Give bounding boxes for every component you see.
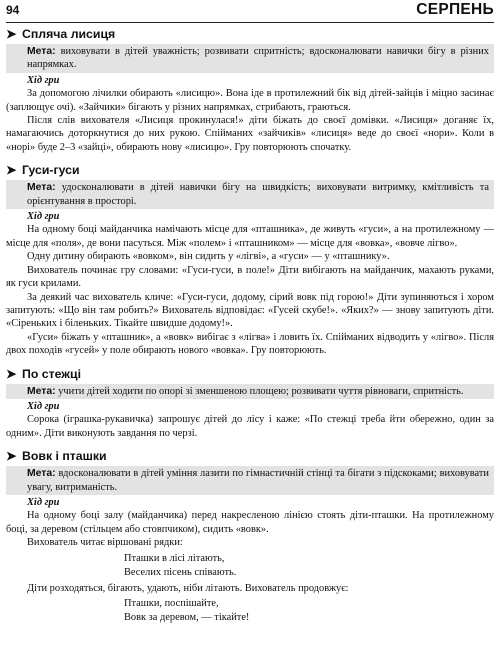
goal-box xyxy=(6,44,494,73)
verse-line: Веселих пісень співають. xyxy=(124,566,237,578)
paragraph: Вихователь читає віршовані рядки: xyxy=(27,537,183,549)
goal-text: учити дітей ходити по опорі зі зменшеною площею; розвивати чуття рівноваги, спритність. xyxy=(58,385,464,397)
game-section xyxy=(6,163,494,357)
game-title xyxy=(6,27,494,42)
goal-text: вдосконалювати в дітей уміння лазити по гімнастичній стінці та бігати з підскоками; виховувати увагу, витриманість. xyxy=(27,468,489,493)
game-title xyxy=(6,367,494,382)
goal-label: Мета: xyxy=(27,385,56,397)
game-section xyxy=(6,27,494,154)
arrow-icon: ➤ xyxy=(6,366,17,381)
game-procedure-heading: Хід гри xyxy=(27,496,60,508)
game-procedure-heading: Хід гри xyxy=(27,211,60,223)
arrow-icon: ➤ xyxy=(6,27,17,41)
paragraph: За допомогою лічилки обирають «лисицю». Вона іде в протилежний бік від дітей-зайців і міцно засинає (заплющує очі). «Зайчики» бігають у різних напрямках, стрибають, граються. xyxy=(6,88,494,113)
game-title-text: Сплячa лисиця xyxy=(22,27,116,41)
goal-label: Мета: xyxy=(27,46,56,57)
game-title-text: По стежці xyxy=(22,366,81,381)
goal-text: виховувати в дітей уважність; розвивати спритність; вдосконалювати навички бігу в різних напрямках. xyxy=(27,46,489,71)
goal-label: Мета: xyxy=(27,182,56,194)
goal-box xyxy=(6,180,494,209)
paragraph: За деякий час вихователь кличе: «Гуси-гуси, додому, сірий вовк під горою!» Діти зупиняються і хором запитують: «Що він там робить?» Вихователь відповідає: «Гусей скубе!». «Яких?» — знову запитують діти. «Сіреньких і біленьких. Тікайте швидше додому!». xyxy=(6,291,494,330)
goal-label: Мета: xyxy=(27,468,56,480)
game-section xyxy=(6,367,494,441)
verse xyxy=(6,552,494,580)
game-section xyxy=(6,449,494,625)
paragraph: На одному боці майданчика намічають місце для «пташника», де живуть «гуси», а на протилежному — місце для «поля», де вони пасуться. Між «полем» і «пташником» — місце для «вовка», «вовче лігво». xyxy=(6,224,494,249)
arrow-icon: ➤ xyxy=(6,449,17,464)
paragraph: Вихователь починає гру словами: «Гуси-гуси, в поле!» Діти вибігають на майданчик, махають руками, як гуси крилами. xyxy=(6,264,494,290)
game-procedure-heading: Хід гри xyxy=(27,400,60,412)
game-title xyxy=(6,449,494,464)
page-content xyxy=(6,27,494,648)
game-title xyxy=(6,163,494,178)
goal-box xyxy=(6,466,494,495)
verse-line: Пташки, поспішайте, xyxy=(124,598,219,609)
verse xyxy=(6,597,494,625)
paragraph: Після слів вихователя «Лисиця прокинулася!» діти біжать до своєї домівки. «Лисиця» доганяє їх, намагаючись доторкнутися до них рукою. Спійманих «зайчиків» «лисиця» веде до своєї «нори». Коли в «норі» буде 2–3 «зайці», обирають нову «лисицю». Гру повторюють спочатку. xyxy=(6,115,494,153)
arrow-icon: ➤ xyxy=(6,163,17,178)
goal-text: удосконалювати в дітей навички бігу на швидкість; виховувати витримку, кмітливість та орієнтування в просторі. xyxy=(27,182,489,207)
verse-line: Вовк за деревом, — тікайте! xyxy=(124,612,250,623)
month-title: СЕРПЕНЬ xyxy=(416,1,494,18)
game-procedure-heading: Хід гри xyxy=(27,74,60,86)
page-number: 94 xyxy=(6,3,20,17)
game-title-text: Гуси-гуси xyxy=(22,163,80,178)
paragraph: Діти розходяться, бігають, удають, ніби літають. Вихователь продовжує: xyxy=(27,582,349,594)
verse-line: Пташки в лісі літають, xyxy=(124,552,225,564)
goal-box xyxy=(6,384,494,399)
paragraph: «Гуси» біжать у «пташник», а «вовк» вибігає з «лігва» і ловить їх. Спійманих відводить у «лігво». Після двох походів «гусей» у поле обирають нового «вовка». Гру повторюють. xyxy=(6,331,494,357)
paragraph: Сорока (іграшка-рукавичка) запрошує дітей до лісу і каже: «По стежці треба йти обережно, один за одним». Діти виконують завдання по черзі. xyxy=(6,414,494,439)
page-header xyxy=(6,0,494,23)
paragraph: Одну дитину обирають «вовком», він сидить у «лігві», а «гуси» — у «пташнику». xyxy=(27,251,390,263)
paragraph: На одному боці залу (майданчика) перед накресленою лінією стоять діти-пташки. На протилежному боці, за деревом (стільцем або стовпчиком), сидить «вовк». xyxy=(6,510,494,535)
game-title-text: Вовк і пташки xyxy=(22,449,107,464)
